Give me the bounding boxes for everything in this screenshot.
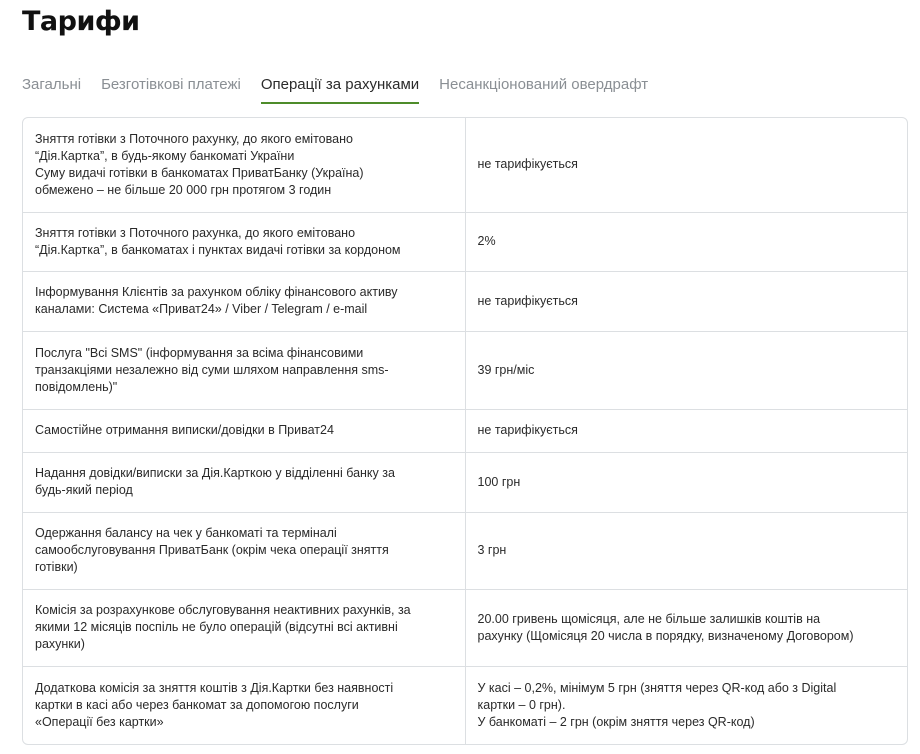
service-cell: [23, 512, 465, 589]
service-cell: [23, 271, 465, 331]
service-cell: [23, 118, 465, 212]
tariff-text: У касі – 0,2%, мінімум 5 грн (зняття через QR-код або з Digital картки – 0 грн). У банкоматі – 2 грн (окрім зняття через QR-код): [477, 680, 837, 729]
tariff-text: не тарифікується: [477, 423, 578, 437]
service-text: Зняття готівки з Поточного рахунку, до якого емітовано “Дія.Картка”, в будь-якому банкоматі України Суму видачі готівки в банкоматах ПриватБанку (Україна) обмежено – не більше 20 000 грн протягом 3 годин: [35, 131, 364, 197]
tariff-tabs: [22, 72, 648, 106]
tariff-cell: [465, 212, 908, 271]
table-row: [23, 512, 908, 589]
tariff-cell: [465, 118, 908, 212]
table-row: [23, 666, 908, 744]
service-text: Надання довідки/виписки за Дія.Карткою у відділенні банку за будь-який період: [35, 466, 395, 497]
tariff-cell: [465, 666, 908, 744]
service-cell: [23, 666, 465, 744]
tariffs-table: [22, 117, 908, 745]
table-row: [23, 452, 908, 512]
tariff-cell: [465, 452, 908, 512]
service-text: Додаткова комісія за зняття коштів з Дія.Картки без наявності картки в касі або через банкомат за допомогою послуги «Операції без картки»: [35, 680, 394, 729]
service-text: Послуга "Всі SMS" (інформування за всіма фінансовими транзакціями незалежно від суми шляхом направлення sms- повідомлень)": [35, 345, 389, 394]
tariff-text: не тарифікується: [477, 293, 578, 308]
tab-cashless-payments[interactable]: Безготівкові платежі: [101, 76, 241, 93]
service-text: Комісія за розрахункове обслуговування неактивних рахунків, за якими 12 місяців поспіль не було операцій (відсутні всі активні рахунки): [35, 603, 411, 651]
table-row: [23, 589, 908, 666]
service-text: Зняття готівки з Поточного рахунка, до якого емітовано “Дія.Картка”, в банкоматах і пунктах видачі готівки за кордоном: [35, 225, 401, 257]
table-row: [23, 212, 908, 271]
service-text: Інформування Клієнтів за рахунком обліку фінансового активу каналами: Система «Приват24» / Viber / Telegram / e-mail: [35, 285, 398, 316]
service-cell: [23, 331, 465, 409]
tariff-text: не тарифікується: [477, 157, 578, 172]
tariff-cell: [465, 589, 908, 666]
table-row: [23, 118, 908, 212]
tariff-text: 3 грн: [477, 543, 507, 557]
tariff-cell: [465, 512, 908, 589]
tariff-cell: [465, 409, 908, 452]
tariff-text: 39 грн/міс: [477, 362, 535, 377]
tariff-cell: [465, 271, 908, 331]
service-cell: [23, 589, 465, 666]
tariff-text: 100 грн: [477, 474, 521, 489]
table-row: [23, 409, 908, 452]
service-text: Одержання балансу на чек у банкоматі та терміналі самообслуговування ПриватБанк (окрім чека операції зняття готівки): [35, 526, 389, 574]
tariff-cell: [465, 331, 908, 409]
service-cell: [23, 452, 465, 512]
table-row: [23, 331, 908, 409]
tab-account-operations[interactable]: Операції за рахунками: [261, 72, 419, 104]
tab-general[interactable]: Загальні: [22, 76, 82, 93]
page-title: Тарифи: [22, 6, 140, 37]
service-cell: [23, 409, 465, 452]
service-text: Самостійне отримання виписки/довідки в Приват24: [35, 423, 334, 437]
service-cell: [23, 212, 465, 271]
tariff-text: 2%: [477, 234, 496, 248]
tariff-text: 20.00 гривень щомісяця, але не більше залишків коштів на рахунку (Щомісяця 20 числа в порядку, визначеному Договором): [477, 611, 854, 643]
tab-unauthorized-overdraft[interactable]: Несанкціонований овердрафт: [439, 76, 649, 93]
table-row: [23, 271, 908, 331]
